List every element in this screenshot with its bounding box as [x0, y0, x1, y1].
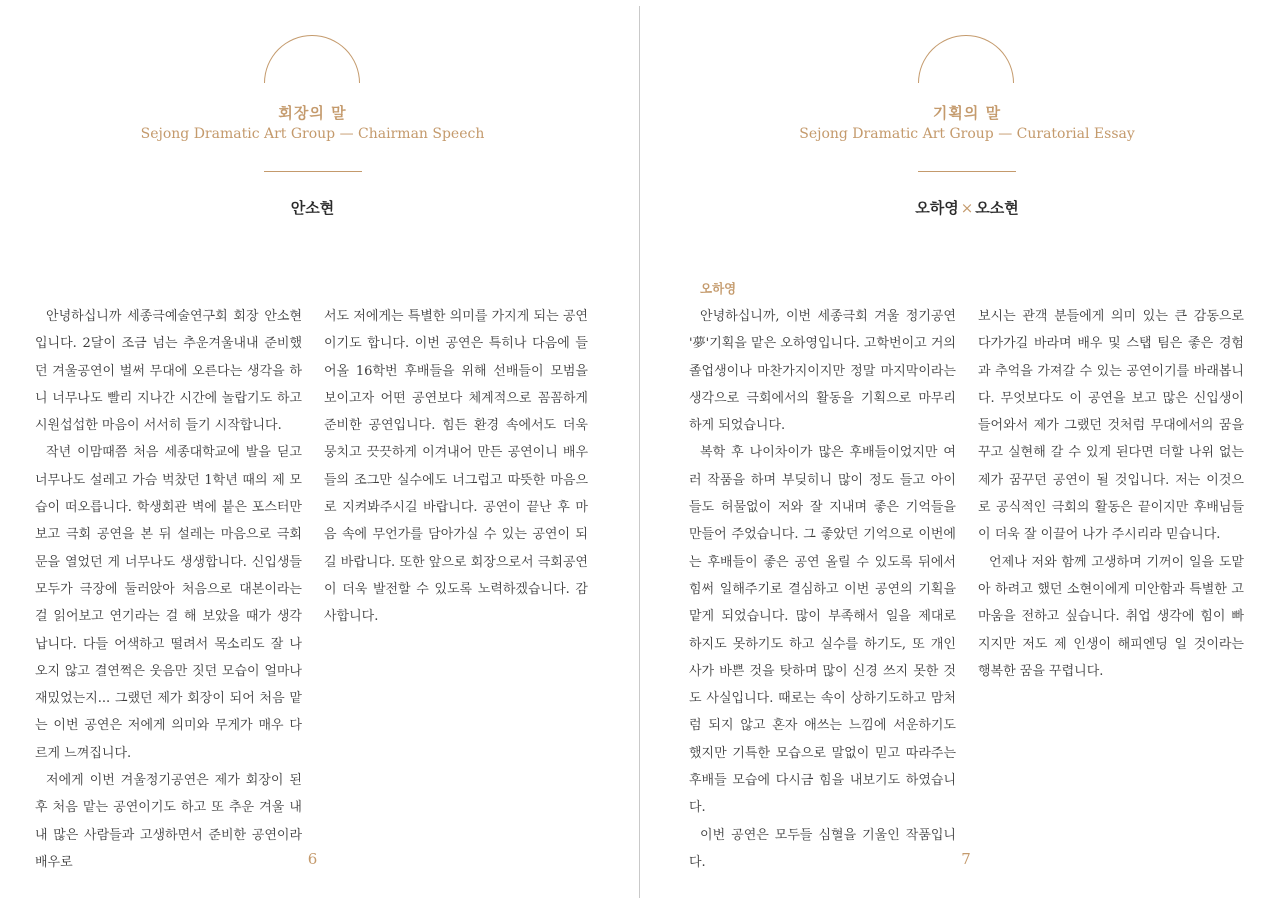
- arch-ornament: [918, 35, 1014, 83]
- paragraph: 안녕하십니까, 이번 세종극회 겨울 정기공연 '夢'기획을 맡은 오하영입니다. 고학번이고 거의 졸업생이나 마찬가지이지만 정말 마지막이라는 생각으로 극회에서의 활동을 기획으로 마무리 하게 되었습니다.: [689, 309, 956, 434]
- page-title-english: Sejong Dramatic Art Group — Chairman Speech: [140, 126, 485, 142]
- page-title-english: Sejong Dramatic Art Group — Curatorial Essay: [799, 126, 1135, 142]
- text-column-2: [978, 303, 1244, 685]
- paragraph: 언제나 저와 함께 고생하며 기꺼이 일을 도맡아 하려고 했던 소현이에게 미안함과 특별한 고마움을 전하고 싶습니다. 취업 생각에 힘이 빠지지만 저도 제 인생이 해피엔딩 일 것이라는 행복한 꿈을 꾸렵니다.: [978, 554, 1244, 679]
- text-column-1: [35, 303, 302, 876]
- author-name: 오하영: [915, 199, 959, 217]
- paragraph: 서도 저에게는 특별한 의미를 가지게 되는 공연이기도 합니다. 이번 공연은 특히나 다음에 들어올 16학번 후배들을 위해 선배들이 모범을 보이고자 어떤 공연보다 체계적으로 꼼꼼하게 준비한 공연입니다. 힘든 환경 속에서도 더욱 뭉치고 끗끗하게 이겨내어 만든 공연이니 배우들의 조그만 실수에도 너그럽고 따뜻한 마음으로 지켜봐주시길 바랍니다. 공연이 끝난 후 마음 속에 무언가를 담아가실 수 있는 공연이 되길 바랍니다. 또한 앞으로 회장으로서 극회공연이 더욱 발전할 수 있도록 노력하겠습니다. 감사합니다.: [324, 309, 588, 625]
- author-names: [647, 197, 1280, 218]
- author-separator: ×: [960, 199, 974, 217]
- page-title-korean: 기획의 말: [932, 104, 1002, 122]
- author-name: 오소현: [975, 199, 1019, 217]
- page-title-korean: 회장의 말: [278, 104, 347, 122]
- paragraph: 복학 후 나이차이가 많은 후배들이었지만 여러 작품을 하며 부딪히니 많이 정도 들고 아이들도 허물없이 저와 잘 지내며 좋은 기억들을 만들어 주었습니다. 그 좋았던 기억으로 이번에는 후배들이 좋은 공연 올릴 수 있도록 뒤에서 힘써 일해주기로 결심하고 이번 공연의 기획을 맡게 되었습니다. 많이 부족해서 일을 제대로 하지도 못하기도 하고 실수를 하기도, 또 개인사가 바쁜 것을 탓하며 많이 신경 쓰지 못한 것도 사실입니다. 때로는 속이 상하기도하고 맘처럼 되지 않고 혼자 애쓰는 느낌에 서운하기도 했지만 기특한 모습으로 말없이 믿고 따라주는 후배들 모습에 다시금 힘을 내보기도 하였습니다.: [689, 445, 956, 816]
- title-divider: [264, 171, 362, 172]
- paragraph: 저에게 이번 겨울정기공연은 제가 회장이 된 후 처음 맡는 공연이기도 하고 또 추운 겨울 내내 많은 사람들과 고생하면서 준비한 공연이라 배우로: [35, 773, 302, 870]
- paragraph: 작년 이맘때쯤 처음 세종대학교에 발을 딛고 너무나도 설레고 가슴 벅찼던 1학년 때의 제 모습이 떠오릅니다. 학생회관 벽에 붙은 포스터만 보고 극회 공연을 본 뒤 설레는 마음으로 극회문을 열었던 게 너무나도 생생합니다. 신입생들 모두가 극장에 둘러앉아 처음으로 대본이라는 걸 읽어보고 연기라는 걸 해 보았을 때가 생각납니다. 다들 어색하고 떨려서 목소리도 잘 나오지 않고 결연쩍은 웃음만 짓던 모습이 얼마나 재밌었는지... 그랬던 제가 회장이 되어 처음 맡는 이번 공연은 저에게 의미와 무게가 매우 다르게 느껴집니다.: [35, 445, 302, 761]
- text-column-1: [689, 303, 956, 876]
- title-divider: [918, 171, 1016, 172]
- left-page: [0, 0, 639, 904]
- paragraph: 이번 공연은 모두들 심혈을 기울인 작품입니다.: [689, 827, 956, 870]
- speaker-label: 오하영: [700, 281, 737, 296]
- page-number: 6: [307, 850, 318, 868]
- right-page: [640, 0, 1280, 904]
- page-number: 7: [961, 850, 971, 868]
- paragraph: 안녕하십니까 세종극예술연구회 회장 안소현입니다. 2달이 조금 넘는 추운겨울내내 준비했던 겨울공연이 벌써 무대에 오른다는 생각을 하니 너무나도 빨리 지나간 시간에 놀랍기도 하고 시원섭섭한 마음이 서서히 들기 시작합니다.: [35, 309, 302, 434]
- arch-ornament: [264, 35, 360, 83]
- paragraph: 보시는 관객 분들에게 의미 있는 큰 감동으로 다가가길 바라며 배우 및 스탭 팀은 좋은 경험과 추억을 가져갈 수 있는 공연이기를 바래봅니다. 무엇보다도 이 공연을 보고 많은 신입생이 들어와서 제가 그랬던 것처럼 무대에서의 꿈을 꾸고 실현해 갈 수 있게 된다면 더할 나위 없는 제가 꿈꾸던 공연이 될 것입니다. 저는 이것으로 공식적인 극회의 활동은 끝이지만 후배님들이 더욱 잘 이끌어 나가 주시리라 믿습니다.: [978, 309, 1244, 543]
- text-column-2: [324, 303, 588, 631]
- author-name: 안소현: [290, 199, 335, 217]
